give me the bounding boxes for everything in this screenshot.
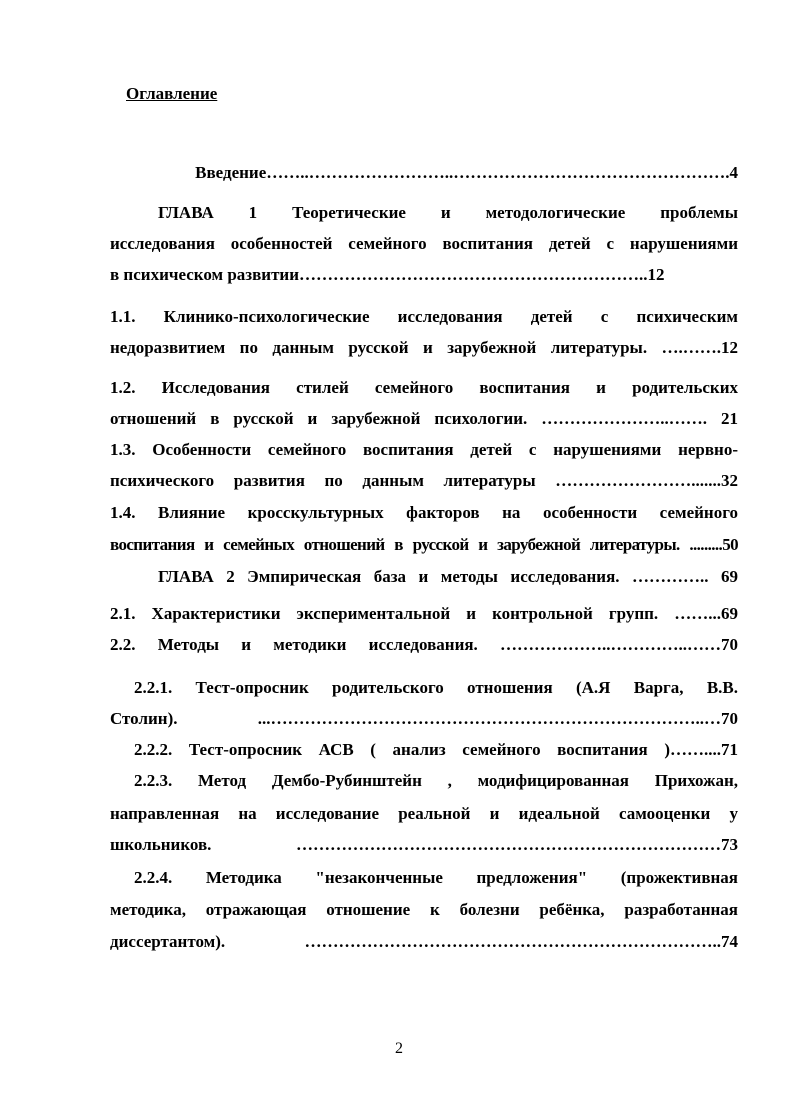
toc-entry-chapter-1-cont: исследования особенностей семейного воспитания детей с нарушениями bbox=[110, 234, 738, 253]
toc-entry-1-2: 1.2. Исследования стилей семейного воспитания и родительских bbox=[110, 378, 738, 397]
toc-entry-2-2-3-cont: направленная на исследование реальной и идеальной самооценки у bbox=[110, 804, 738, 823]
toc-entry-1-4-cont: воспитания и семейных отношений в русской и зарубежной литературы. .........50 bbox=[110, 535, 738, 554]
toc-entry-1-4: 1.4. Влияние кросскультурных факторов на особенности семейного bbox=[110, 503, 738, 522]
toc-entry-2-2: 2.2. Методы и методики исследования. ………………..…………..……70 bbox=[110, 635, 738, 654]
toc-entry-2-2-1-cont: Столин). ...…………………………………………………………………..…70 bbox=[110, 709, 738, 728]
toc-entry-chapter-1: ГЛАВА 1 Теоретические и методологические проблемы bbox=[158, 203, 738, 222]
toc-entry-1-3: 1.3. Особенности семейного воспитания детей с нарушениями нервно- bbox=[110, 440, 738, 459]
toc-entry-2-2-1: 2.2.1. Тест-опросник родительского отношения (А.Я Варга, В.В. bbox=[134, 678, 738, 697]
toc-entry-chapter-2: ГЛАВА 2 Эмпирическая база и методы исследования. ………….. 69 bbox=[158, 567, 738, 586]
toc-entry-chapter-1-end: в психическом развитии……………………………………………………..12 bbox=[110, 265, 665, 284]
toc-entry-1-3-cont: психического развития по данным литературы …………………….......32 bbox=[110, 471, 738, 490]
toc-title: Оглавление bbox=[126, 84, 218, 103]
toc-entry-2-1: 2.1. Характеристики экспериментальной и контрольной групп. ……...69 bbox=[110, 604, 738, 623]
toc-entry-2-2-4-cont: методика, отражающая отношение к болезни ребёнка, разработанная bbox=[110, 900, 738, 919]
toc-entry-1-1: 1.1. Клинико-психологические исследования детей с психическим bbox=[110, 307, 738, 326]
toc-entry-1-2-cont: отношений в русской и зарубежной психологии. …………………..……. 21 bbox=[110, 409, 738, 428]
toc-entry-1-1-cont: недоразвитием по данным русской и зарубежной литературы. ….…….12 bbox=[110, 338, 738, 357]
toc-entry-introduction: Введение……..……………………..………………………………………….4 bbox=[195, 163, 738, 182]
toc-entry-2-2-3: 2.2.3. Метод Дембо-Рубинштейн , модифицированная Прихожан, bbox=[134, 771, 738, 790]
toc-entry-2-2-4: 2.2.4. Методика "незаконченные предложения" (прожективная bbox=[134, 868, 738, 887]
page-number: 2 bbox=[395, 1040, 403, 1057]
toc-entry-2-2-2: 2.2.2. Тест-опросник АСВ ( анализ семейного воспитания )……....71 bbox=[134, 740, 738, 759]
toc-entry-2-2-4-end: диссертантом). ………………………………………………………………..74 bbox=[110, 932, 738, 951]
toc-entry-2-2-3-end: школьников. …………………………………………………………………73 bbox=[110, 835, 738, 854]
